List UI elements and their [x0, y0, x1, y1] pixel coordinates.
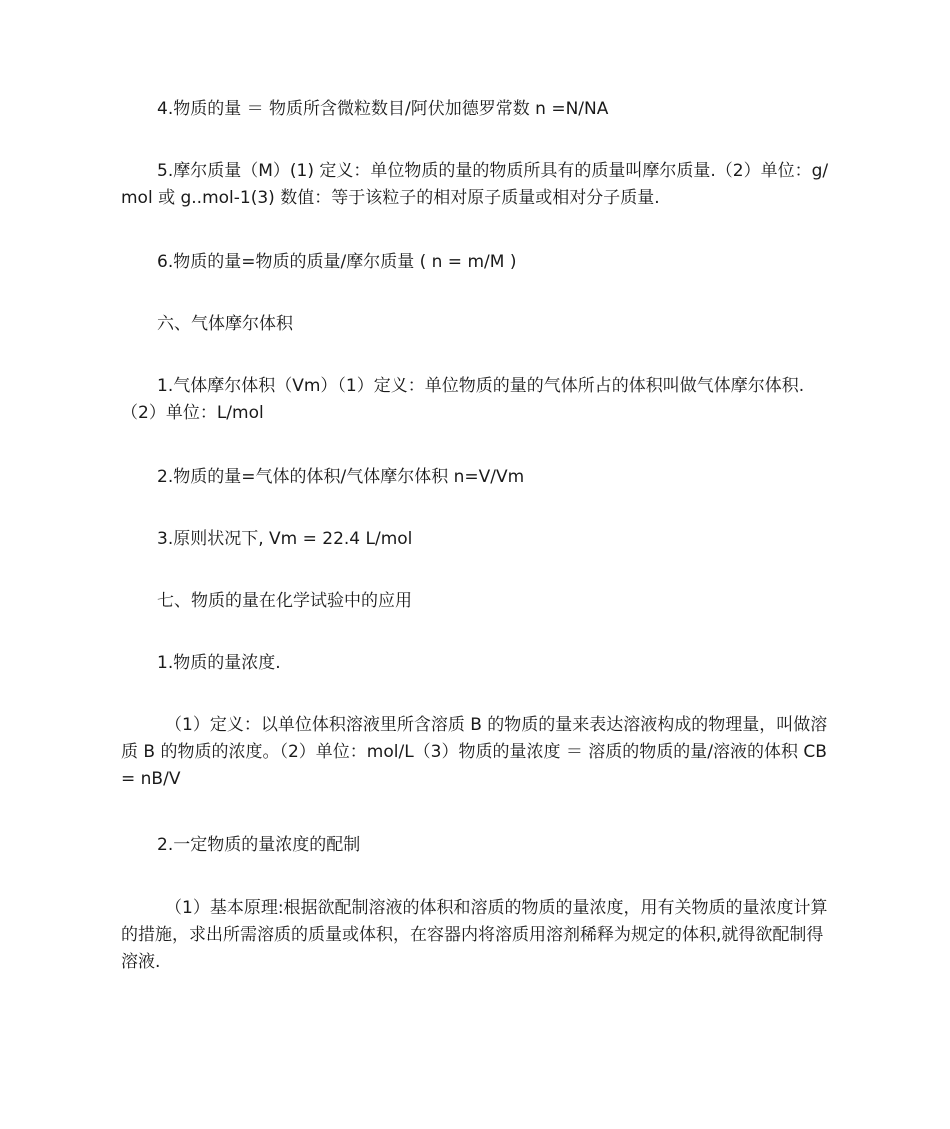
paragraph-mass-formula: 6.物质的量=物质的质量/摩尔质量 ( n = m/M ): [157, 252, 517, 272]
section-heading-gas-molar-volume: 六、气体摩尔体积: [157, 314, 293, 334]
paragraph-volume-formula: 2.物质的量=气体的体积/气体摩尔体积 n=V/Vm: [157, 467, 525, 487]
paragraph-gas-molar-volume-definition: 1.气体摩尔体积（Vm）（1）定义：单位物质的量的气体所占的体积叫做气体摩尔体积.（2）单位：L/mol: [121, 376, 805, 423]
section-heading-experiment-application: 七、物质的量在化学试验中的应用: [157, 591, 412, 611]
paragraph-standard-conditions: 3.原则状况下, Vm = 22.4 L/mol: [157, 529, 413, 549]
paragraph-molar-count-formula: 4.物质的量 ＝ 物质所含微粒数目/阿伏加德罗常数 n =N/NA: [157, 99, 609, 119]
paragraph-preparation-title: 2.一定物质的量浓度的配制: [157, 835, 361, 855]
paragraph-preparation-principle: （1）基本原理:根据欲配制溶液的体积和溶质的物质的量浓度，用有关物质的量浓度计算的措施，求出所需溶质的质量或体积，在容器内将溶质用溶剂稀释为规定的体积,就得欲配制得溶液.: [121, 898, 828, 972]
paragraph-concentration-definition: （1）定义：以单位体积溶液里所含溶质 B 的物质的量来表达溶液构成的物理量，叫做溶质 B 的物质的浓度。（2）单位：mol/L（3）物质的量浓度 ＝ 溶质的物质的量/溶液的体积 CB = nB/V: [121, 715, 828, 789]
paragraph-molar-mass: 5.摩尔质量（M）(1) 定义：单位物质的量的物质所具有的质量叫摩尔质量.（2）单位：g/mol 或 g..mol-1(3) 数值：等于该粒子的相对原子质量或相对分子质量.: [121, 161, 829, 208]
paragraph-concentration-title: 1.物质的量浓度.: [157, 653, 281, 673]
